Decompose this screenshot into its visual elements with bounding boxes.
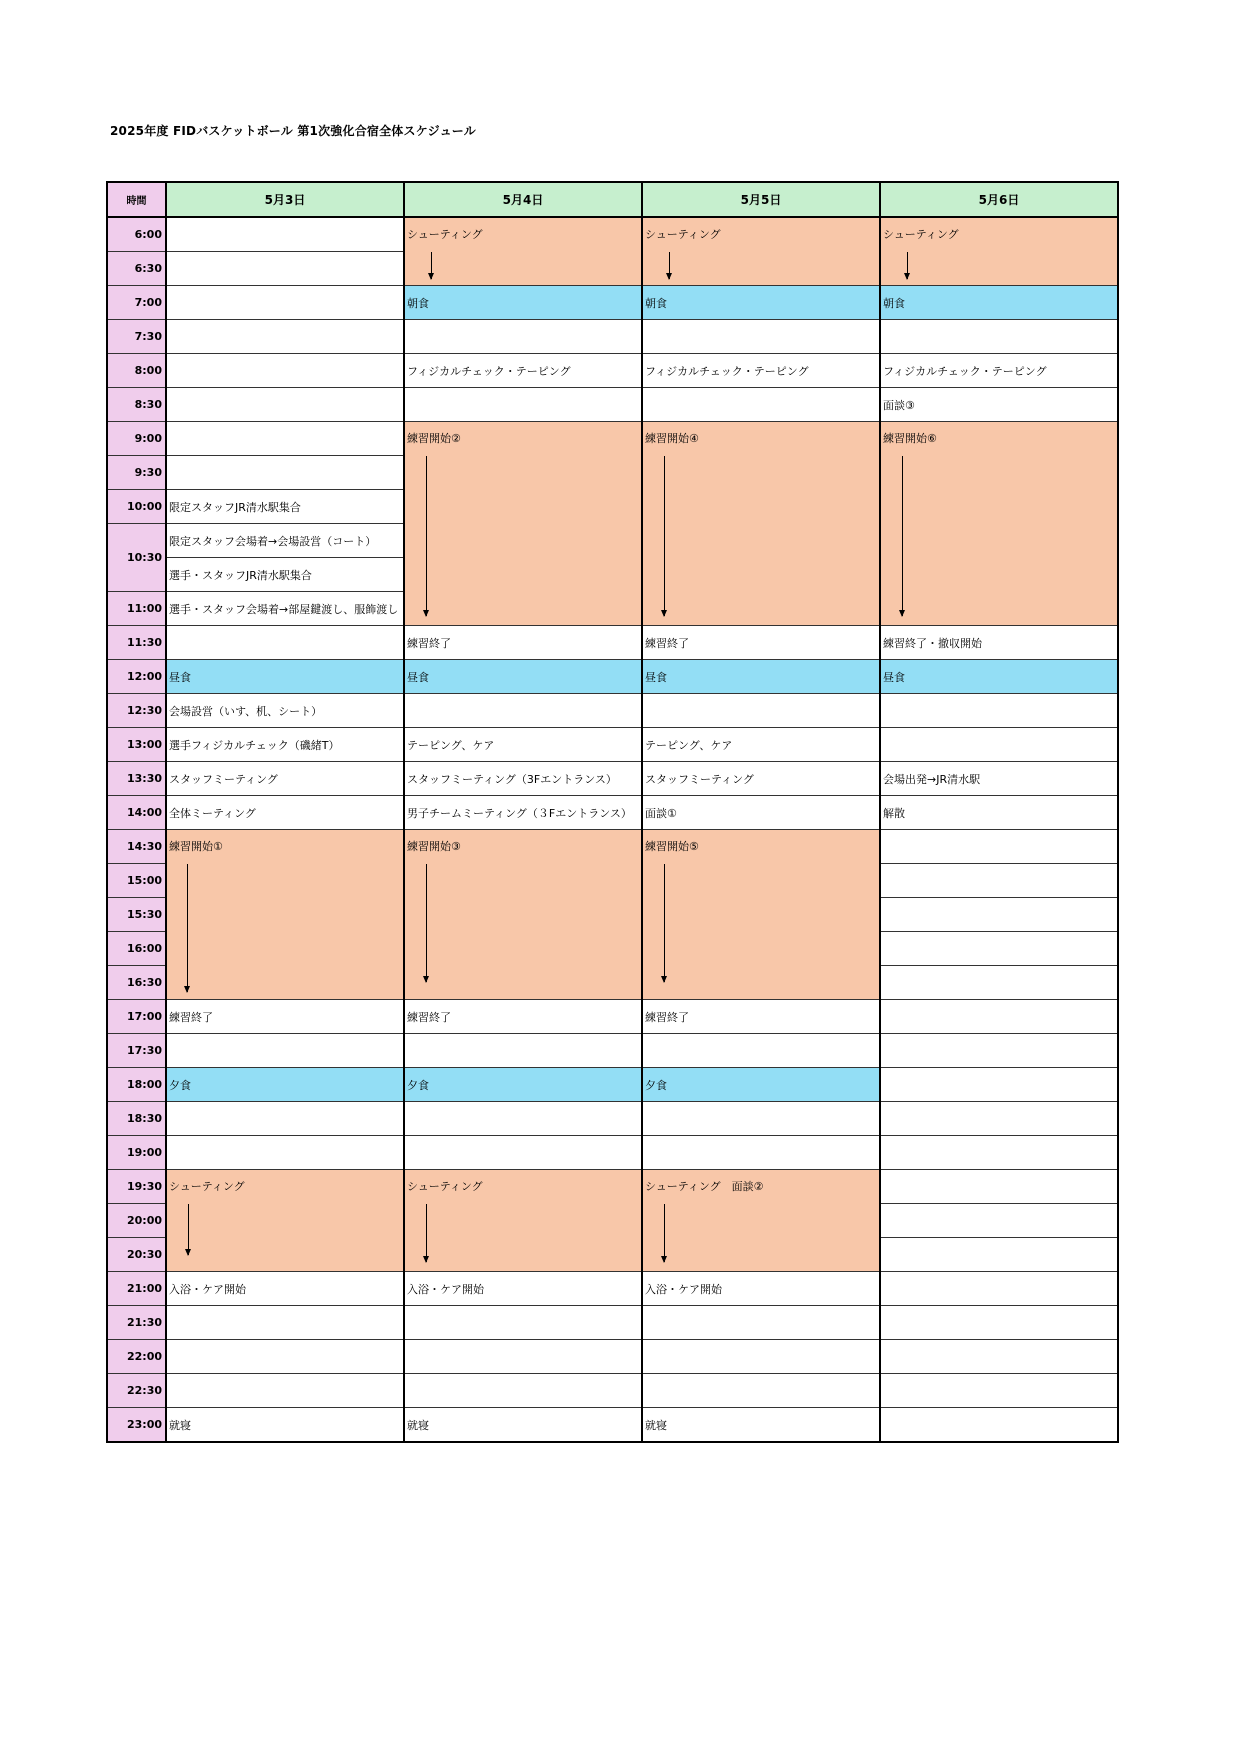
event-label: 練習開始① [169,840,223,853]
event-cell: 昼食 [166,660,404,694]
event-cell: 練習終了 [642,626,880,660]
event-cell [642,830,880,1000]
time-cell: 21:30 [107,1306,166,1340]
time-cell: 7:30 [107,320,166,354]
event-cell: 練習終了・撤収開始 [880,626,1118,660]
time-cell: 17:30 [107,1034,166,1068]
time-cell: 8:30 [107,388,166,422]
event-cell: 選手・スタッフ会場着→部屋鍵渡し、服飾渡し [166,592,404,626]
arrow-down-icon [902,456,903,616]
event-cell: スタッフミーティング（3Fエントランス） [404,762,642,796]
arrow-down-icon [664,456,665,616]
time-cell: 14:00 [107,796,166,830]
arrow-down-icon [664,1204,665,1262]
event-label: 練習開始③ [407,840,461,853]
time-cell: 21:00 [107,1272,166,1306]
event-cell [880,932,1118,966]
event-cell: スタッフミーティング [642,762,880,796]
event-cell [166,1306,404,1340]
event-cell [642,1136,880,1170]
arrow-down-icon [426,456,427,616]
event-label: シューティング [169,1180,245,1193]
event-cell [880,1272,1118,1306]
event-cell [642,320,880,354]
table-row [107,1000,1118,1034]
day-header-1: 5月3日 [166,182,404,217]
time-cell: 15:00 [107,864,166,898]
event-cell: 会場出発→JR清水駅 [880,762,1118,796]
time-cell: 19:30 [107,1170,166,1204]
event-cell: 全体ミーティング [166,796,404,830]
time-cell: 20:30 [107,1238,166,1272]
time-cell: 16:30 [107,966,166,1000]
time-cell: 22:30 [107,1374,166,1408]
table-row [107,422,1118,456]
time-cell: 6:00 [107,217,166,252]
event-cell [880,898,1118,932]
event-cell [404,320,642,354]
event-cell [404,1034,642,1068]
event-cell: 夕食 [642,1068,880,1102]
event-cell: 面談① [642,796,880,830]
event-cell: スタッフミーティング [166,762,404,796]
table-row [107,1102,1118,1136]
table-row [107,217,1118,252]
event-cell [166,217,404,252]
event-cell [404,1340,642,1374]
event-cell [642,1102,880,1136]
event-cell: フィジカルチェック・テーピング [642,354,880,388]
event-cell [880,1068,1118,1102]
table-row [107,388,1118,422]
event-cell [166,456,404,490]
event-cell [404,694,642,728]
table-row [107,286,1118,320]
event-cell [880,1000,1118,1034]
table-row [107,694,1118,728]
event-cell [880,1136,1118,1170]
event-cell [880,1102,1118,1136]
time-cell: 16:00 [107,932,166,966]
event-cell [642,1034,880,1068]
event-cell [166,388,404,422]
event-cell: 限定スタッフ会場着→会場設営（コート） [166,524,404,558]
event-cell [880,422,1118,626]
event-cell [880,1306,1118,1340]
event-cell [880,728,1118,762]
arrow-down-icon [664,864,665,982]
arrow-down-icon [907,252,908,279]
event-cell [880,1204,1118,1238]
event-cell: 入浴・ケア開始 [404,1272,642,1306]
event-cell [166,1034,404,1068]
time-cell: 17:00 [107,1000,166,1034]
event-cell [642,1374,880,1408]
day-header-4: 5月6日 [880,182,1118,217]
event-cell [404,422,642,626]
event-cell [642,694,880,728]
table-row [107,830,1118,864]
event-cell [166,422,404,456]
event-cell [880,830,1118,864]
table-row [107,1034,1118,1068]
event-cell [166,320,404,354]
table-row [107,1340,1118,1374]
table-row [107,1170,1118,1204]
event-cell [404,217,642,286]
event-cell: 朝食 [642,286,880,320]
event-cell [404,830,642,1000]
event-cell: 就寝 [642,1408,880,1443]
time-cell: 15:30 [107,898,166,932]
table-row [107,1306,1118,1340]
event-cell: 練習終了 [404,1000,642,1034]
event-cell [642,1340,880,1374]
event-cell: 男子チームミーティング（３Fエントランス） [404,796,642,830]
page-title: 2025年度 FIDバスケットボール 第1次強化合宿全体スケジュール [110,124,476,138]
time-cell: 12:30 [107,694,166,728]
event-cell [880,1238,1118,1272]
arrow-down-icon [669,252,670,279]
event-cell [880,1408,1118,1443]
time-cell: 18:30 [107,1102,166,1136]
table-row [107,1136,1118,1170]
event-cell [166,1340,404,1374]
event-cell [404,1102,642,1136]
event-cell: 就寝 [404,1408,642,1443]
time-cell: 14:30 [107,830,166,864]
table-row [107,1374,1118,1408]
arrow-down-icon [187,864,188,992]
event-cell [166,286,404,320]
table-row [107,1068,1118,1102]
event-cell [166,1374,404,1408]
event-cell [880,1170,1118,1204]
event-cell [166,252,404,286]
event-cell: 就寝 [166,1408,404,1443]
event-label: 練習開始② [407,432,461,445]
time-cell: 9:30 [107,456,166,490]
event-cell [166,626,404,660]
time-header: 時間 [107,182,166,217]
table-row [107,320,1118,354]
time-cell: 13:00 [107,728,166,762]
time-cell: 6:30 [107,252,166,286]
event-cell: 練習終了 [642,1000,880,1034]
event-cell [404,1306,642,1340]
event-cell [880,1034,1118,1068]
event-label: シューティング [883,228,959,241]
time-cell: 12:00 [107,660,166,694]
table-row [107,762,1118,796]
event-cell [404,1374,642,1408]
time-cell: 18:00 [107,1068,166,1102]
event-cell: 練習終了 [166,1000,404,1034]
event-cell: フィジカルチェック・テーピング [404,354,642,388]
time-cell: 7:00 [107,286,166,320]
event-label: シューティング [645,228,721,241]
time-cell: 11:00 [107,592,166,626]
time-cell: 23:00 [107,1408,166,1443]
event-cell [166,1102,404,1136]
event-cell [166,1136,404,1170]
event-cell [880,694,1118,728]
event-cell [880,217,1118,286]
event-label: シューティング 面談② [645,1180,764,1193]
event-cell [880,1374,1118,1408]
event-cell [642,217,880,286]
event-cell: 入浴・ケア開始 [642,1272,880,1306]
time-cell: 10:00 [107,490,166,524]
event-cell: フィジカルチェック・テーピング [880,354,1118,388]
event-cell: テーピング、ケア [404,728,642,762]
table-row [107,354,1118,388]
event-cell [880,1340,1118,1374]
event-cell [642,1306,880,1340]
time-cell: 22:00 [107,1340,166,1374]
event-cell: 選手・スタッフJR清水駅集合 [166,558,404,592]
arrow-down-icon [426,1204,427,1262]
event-label: 練習開始④ [645,432,699,445]
event-cell: 朝食 [404,286,642,320]
event-cell [404,1170,642,1272]
event-cell [880,966,1118,1000]
event-cell: 面談③ [880,388,1118,422]
event-cell [880,864,1118,898]
time-cell: 19:00 [107,1136,166,1170]
day-header-3: 5月5日 [642,182,880,217]
event-cell: 夕食 [404,1068,642,1102]
event-cell: 昼食 [642,660,880,694]
event-cell [166,1170,404,1272]
event-cell: 夕食 [166,1068,404,1102]
time-cell: 11:30 [107,626,166,660]
event-cell [404,1136,642,1170]
event-cell [166,830,404,1000]
header-row [107,182,1118,217]
event-label: 練習開始⑤ [645,840,699,853]
event-label: シューティング [407,228,483,241]
time-cell: 13:30 [107,762,166,796]
time-cell: 9:00 [107,422,166,456]
table-row [107,1272,1118,1306]
arrow-down-icon [426,864,427,982]
event-cell [642,422,880,626]
event-cell: 入浴・ケア開始 [166,1272,404,1306]
arrow-down-icon [188,1204,189,1255]
event-cell: 解散 [880,796,1118,830]
event-cell [166,354,404,388]
event-cell [642,1170,880,1272]
event-cell: テーピング、ケア [642,728,880,762]
day-header-2: 5月4日 [404,182,642,217]
event-cell: 限定スタッフJR清水駅集合 [166,490,404,524]
event-cell: 朝食 [880,286,1118,320]
event-cell: 会場設営（いす、机、シート） [166,694,404,728]
time-cell: 8:00 [107,354,166,388]
schedule-table [106,181,1119,1443]
event-cell [880,320,1118,354]
event-label: シューティング [407,1180,483,1193]
table-row [107,660,1118,694]
time-cell: 10:30 [107,524,166,592]
event-cell [642,388,880,422]
time-cell: 20:00 [107,1204,166,1238]
table-row [107,626,1118,660]
event-cell: 昼食 [880,660,1118,694]
event-cell [404,388,642,422]
event-cell: 昼食 [404,660,642,694]
event-cell: 選手フィジカルチェック（磯緒T） [166,728,404,762]
table-row [107,1408,1118,1443]
event-label: 練習開始⑥ [883,432,937,445]
table-row [107,796,1118,830]
table-row [107,728,1118,762]
arrow-down-icon [431,252,432,279]
event-cell: 練習終了 [404,626,642,660]
